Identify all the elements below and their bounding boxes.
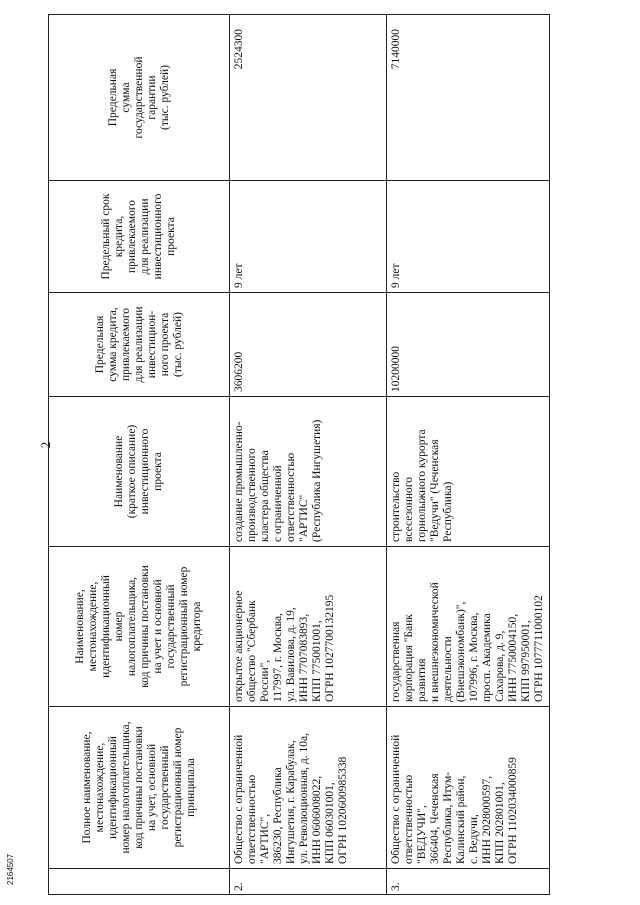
project-cell: создание промышленно- производственного кластера общества с ограниченной ответственностью "АРТИС" (Республика Ингушетия) bbox=[230, 397, 387, 547]
principal-cell: Общество с ограниченной ответственностью "ВЕДУЧИ", 366404, Чеченская Республика, Итум- Калинский район, с. Ведучи, ИНН 2028000597, КПП 202801001, ОГРН 1102034000859 bbox=[387, 707, 550, 869]
row-number: 2. bbox=[230, 869, 387, 895]
page-number: 2 bbox=[38, 441, 53, 449]
credit-sum-cell: 3606200 bbox=[230, 293, 387, 397]
header-number bbox=[49, 869, 230, 895]
header-project: Наименование (краткое описание) инвестиционного проекта bbox=[49, 397, 230, 547]
guarantee-sum-cell: 7140000 bbox=[387, 15, 550, 181]
creditor-cell: открытое акционерное общество "Сбербанк России", 117997, г. Москва, ул. Вавилова, д. 19, ИНН 7707083893, КПП 775001001, ОГРН 1027700132195 bbox=[230, 547, 387, 707]
table-header-row bbox=[49, 15, 230, 895]
creditor-cell: государственная корпорация "Банк развития и внешнеэкономической деятельности (Внешэкономбанк)", 107996, г. Москва, просп. Академика Сахарова, д. 9, ИНН 7750004150, КПП 997950001, ОГРН 1077711000102 bbox=[387, 547, 550, 707]
project-cell: строительство всесезонного горнолыжного курорта "Ведучи" (Чеченская Республика) bbox=[387, 397, 550, 547]
guarantee-table bbox=[48, 14, 550, 895]
header-principal: Полное наименование, местонахождение, идентификационный номер налогоплательщика, код причины постановки на учет, основной государственный регистрационный номер принципала bbox=[49, 707, 230, 869]
header-credit-term: Предельный срок кредита, привлекаемого для реализации инвестиционного проекта bbox=[49, 181, 230, 293]
principal-cell: Общество с ограниченной ответственностью "АРТИС", 386230, Республика Ингушетия, г. Карабулак, ул. Революционная, д. 10а, ИНН 0606008022, КПП 060301001, ОГРН 1020600985338 bbox=[230, 707, 387, 869]
table-row bbox=[230, 15, 387, 895]
credit-sum-cell: 10200000 bbox=[387, 293, 550, 397]
table-row bbox=[387, 15, 550, 895]
row-number: 3. bbox=[387, 869, 550, 895]
guarantee-sum-cell: 2524300 bbox=[230, 15, 387, 181]
header-guarantee-sum: Предельная сумма государственной гарантии (тыс. рублей) bbox=[49, 15, 230, 181]
header-creditor: Наименование, местонахождение, идентификационный номер налогоплательщика, код причины постановки на учет и основной государственный регистрационный номер кредитора bbox=[49, 547, 230, 707]
header-credit-sum: Предельная сумма кредита, привлекаемого для реализации инвестицион- ного проекта (тыс. рублей) bbox=[49, 293, 230, 397]
document-code: 2164507 bbox=[6, 853, 15, 885]
credit-term-cell: 9 лет bbox=[387, 181, 550, 293]
credit-term-cell: 9 лет bbox=[230, 181, 387, 293]
